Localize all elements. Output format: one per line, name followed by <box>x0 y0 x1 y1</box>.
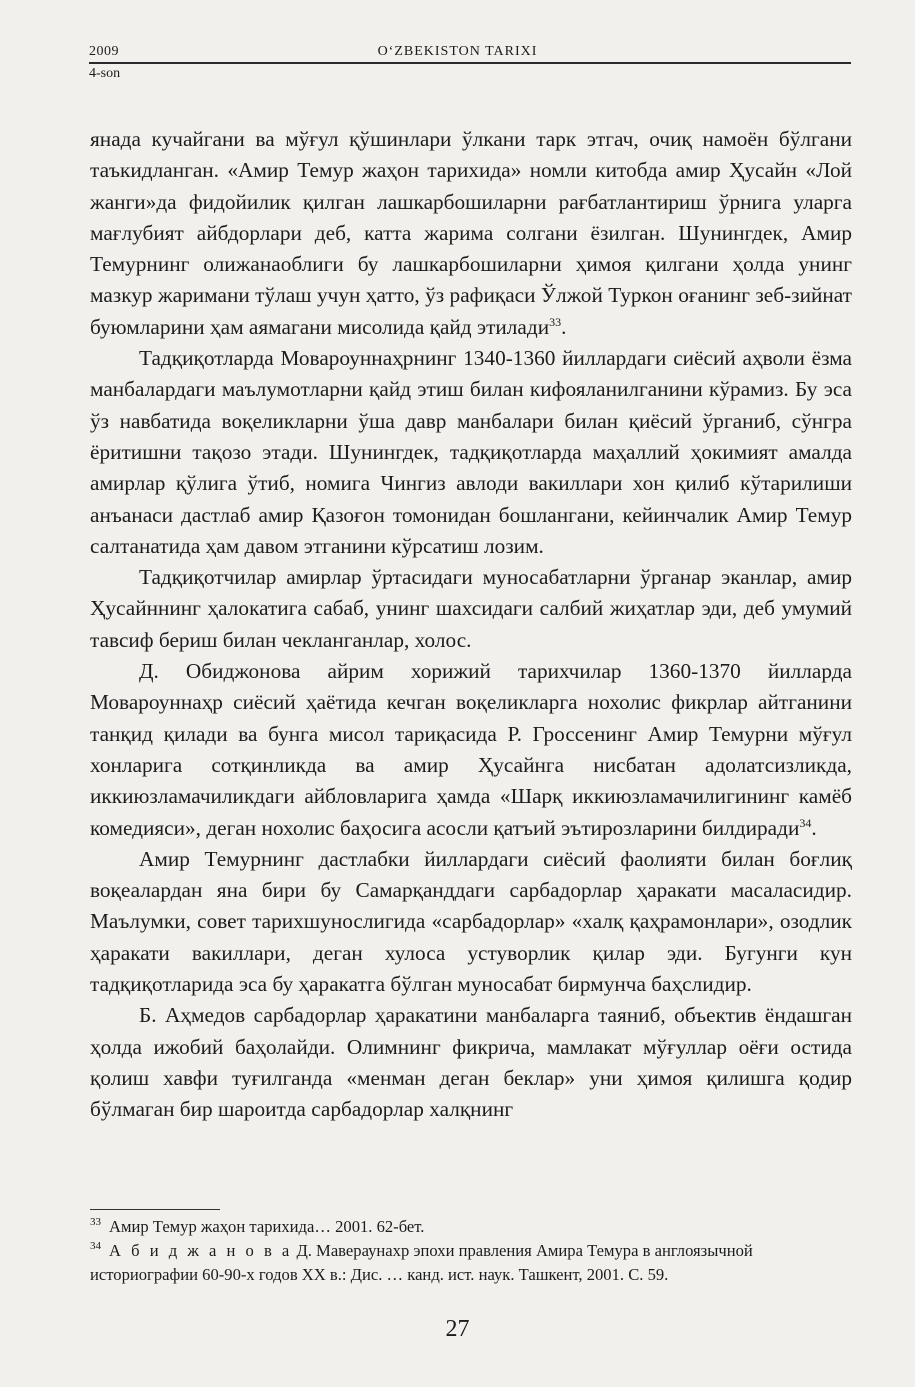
paragraph-4: Д. Обиджонова айрим хорижий тарихчилар 1360-1370 йилларда Мовароуннаҳр сиёсий ҳаётида кечган воқеликларга нохолис фикрлар айтганини танқид қилади ва бунга мисол тариқасида Р. Гроссенинг Амир Темурни мўғул хонларига сотқинликда ва амир Ҳусайнга нисбатан адолатсизликда, иккиюзламачиликдаги айбловларига ҳамда «Шарқ иккиюзламачилигининг камёб комедияси», деган нохолис баҳосига асосли қатъий эътирозларини билдиради$^{34}$. <box>90 659 852 840</box>
paragraph-3: Тадқиқотчилар амирлар ўртасидаги муносабатларни ўрганар эканлар, амир Ҳусайннинг ҳалокатига сабаб, унинг шахсидаги салбий жиҳатлар эди, деб умумий тавсиф бериш билан чекланганлар, холос. <box>90 565 852 652</box>
footnote-33: $^{33}$ Амир Темур жаҳон тарихида… 2001. 62-бет. <box>90 1216 425 1236</box>
page-number: 27 <box>445 1316 470 1342</box>
footnote-ref-33[interactable]: 33 <box>549 314 562 329</box>
header-divider <box>89 62 851 64</box>
footnote-ref-34[interactable]: 34 <box>799 815 812 830</box>
article-body <box>90 124 852 1126</box>
header-year: 2009 <box>89 44 119 59</box>
paragraph-1: янада кучайгани ва мўғул қўшинлари ўлкани тарк этгач, очиқ намоён бўлгани таъкидланган. «Амир Темур жаҳон тарихида» номли китобда амир Ҳусайн «Лой жанги»да фидойилик қилган лашкарбошиларни рағбатлантириш ўрнига уларга мағлубият айбдорлари деб, катта жарима солгани ёзилган. Шунингдек, Амир Темурнинг олижанаоблиги бу лашкарбошиларни ҳимоя қилгани ҳолда унинг мазкур жаримани тўлаш учун ҳатто, ўз рафиқаси Ўлжой Туркон оғанинг зеб-зийнат буюмларини ҳам аямагани мисолида қайд этилади$^{33}$. <box>90 127 852 339</box>
footnotes <box>90 1215 852 1287</box>
footnote-34: $^{34}$ А б и д ж а н о в а Д. Мавераунахр эпохи правления Амира Темура в англоязычной историографии 60-90-х годов XX в.: Дис. … канд. ист. наук. Ташкент, 2001. С. 59. <box>90 1240 753 1284</box>
footnote-author: А б и д ж а н о в а <box>109 1241 293 1260</box>
paragraph-2: Тадқиқотларда Мовароуннаҳрнинг 1340-1360 йиллардаги сиёсий аҳволи ёзма манбалардаги маълумотларни қайд этиш билан кифояланилганини кўрамиз. Бу эса ўз навбатида воқеликларни ўша давр манбалари билан қиёсий ўрганиб, сўнгра ёритишни тақозо этади. Шунингдек, тадқиқотларда маҳаллий ҳокимият амалда амирлар қўлига ўтиб, номига Чингиз авлоди вакиллари хон қилиб кўтарилиши анъанаси дастлаб амир Қазоғон томонидан бошлангани, кейинчалик Амир Темур салтанатида ҳам давом этганини кўрсатиш лозим. <box>90 346 852 558</box>
footnote-divider <box>90 1209 220 1210</box>
paragraph-6: Б. Аҳмедов сарбадорлар ҳаракатини манбаларга таяниб, объектив ёндашган ҳолда ижобий баҳолайди. Олимнинг фикрича, мамлакат мўғуллар оёғи остида қолиш хавфи туғилганда «менман деган беклар» уни ҳимоя қилишга қодир бўлмаган бир шароитда сарбадорлар халқнинг <box>90 1003 852 1122</box>
header-issue: 4-son <box>89 66 121 81</box>
paragraph-5: Амир Темурнинг дастлабки йиллардаги сиёсий фаолияти билан боғлиқ воқеалардан яна бири бу Самарқанддаги сарбадорлар ҳаракати масаласидир. Маълумки, совет тарихшунослигида «сарбадорлар» «халқ қаҳрамонлари», озодлик ҳаракати вакиллари, деган хулоса устуворлик қилар эди. Бугунги кун тадқиқотларида эса бу ҳаракатга бўлган муносабат бирмунча баҳслидир. <box>90 846 852 997</box>
header-journal-title: O‘ZBEKISTON TARIXI <box>377 44 538 59</box>
